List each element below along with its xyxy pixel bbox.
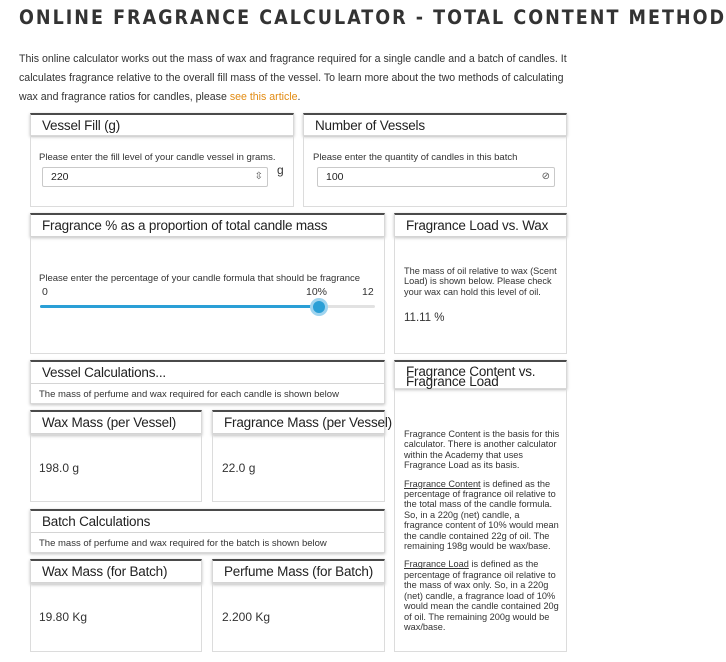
num-vessels-card (303, 113, 567, 136)
perfume-batch-title: Perfume Mass (for Batch) (213, 561, 384, 583)
fragrance-load-value: 11.11 % (404, 312, 445, 324)
fragrance-load-desc: The mass of oil relative to wax (Scent Load) is shown below. Please check your wax can hold this level of oil. (404, 266, 557, 297)
fragrance-content-def: is defined as the percentage of fragrance oil relative to the total mass of the candle formula. So, in a 220g (net) candle, a fragrance content of 10% would mean the candle contained 22g of oil. The remaining 198g would be wax/base. (404, 478, 559, 552)
slider-min: 0 (42, 286, 48, 298)
vessel-calc-title: Vessel Calculations... (31, 362, 384, 384)
vessel-fill-card (30, 113, 294, 136)
content-vs-load-card (394, 360, 567, 389)
vessel-calc-card (30, 360, 385, 404)
perfume-batch-value: 2.200 Kg (222, 610, 271, 624)
page-title: ONLINE FRAGRANCE CALCULATOR - TOTAL CONTENT METHOD (19, 6, 726, 29)
content-vs-load-p2 (404, 479, 560, 552)
num-vessels-title: Number of Vessels (304, 115, 566, 137)
fragrance-content-term: Fragrance Content (404, 478, 481, 489)
spinner-icon[interactable]: ⇳ (254, 171, 263, 182)
fragrance-pct-title: Fragrance % as a proportion of total candle mass (31, 215, 384, 237)
content-vs-load-p1: Fragrance Content is the basis for this calculator. There is another calculator within the Academy that uses Fragrance Load as its basis. (404, 429, 560, 471)
wax-vessel-title: Wax Mass (per Vessel) (31, 412, 201, 434)
num-vessels-label: Please enter the quantity of candles in this batch (313, 152, 518, 163)
fragrance-load-title: Fragrance Load vs. Wax (395, 215, 566, 237)
vessel-fill-label: Please enter the fill level of your candle vessel in grams. (39, 152, 276, 163)
num-vessels-value: 100 (326, 171, 344, 183)
fragrance-slider-thumb[interactable] (310, 298, 328, 316)
fragrance-pct-body (30, 237, 385, 354)
frag-vessel-value: 22.0 g (222, 461, 256, 475)
wax-batch-card (30, 559, 202, 584)
num-vessels-input[interactable] (317, 167, 555, 187)
fragrance-load-term: Fragrance Load (404, 559, 469, 570)
frag-vessel-title: Fragrance Mass (per Vessel) (213, 412, 384, 434)
perfume-batch-card (212, 559, 385, 584)
content-vs-load-text (404, 429, 560, 640)
batch-calc-desc: The mass of perfume and wax required for the batch is shown below (39, 538, 327, 549)
content-vs-load-body (394, 389, 567, 652)
vessel-calc-desc: The mass of perfume and wax required for each candle is shown below (39, 389, 339, 400)
vessel-fill-title: Vessel Fill (g) (31, 115, 293, 137)
vessel-fill-unit: g (277, 163, 284, 177)
wax-vessel-card (30, 410, 202, 435)
wax-vessel-body (30, 435, 202, 502)
chevron-circle-icon[interactable]: ⊘ (541, 171, 550, 182)
intro-end: . (297, 91, 301, 103)
vessel-fill-body (30, 136, 294, 207)
see-article-link[interactable]: see this article (229, 91, 298, 103)
fragrance-pct-card (30, 213, 385, 237)
wax-vessel-value: 198.0 g (39, 461, 80, 475)
batch-calc-title: Batch Calculations (31, 511, 384, 533)
content-vs-load-p3 (404, 559, 560, 632)
fragrance-load-card (394, 213, 567, 237)
fragrance-load-body (394, 237, 567, 354)
fragrance-load-def: is defined as the percentage of fragrance oil relative to the mass of wax only. So, in a 220g (net) candle, a fragrance load of 10% would mean the candle contained 20g of oil. The remaining 200g would be wax/base. (404, 559, 559, 632)
content-vs-load-title: Fragrance Content vs. Fragrance Load (395, 362, 566, 390)
intro-text (19, 50, 575, 107)
perfume-batch-body (212, 584, 385, 652)
frag-vessel-body (212, 435, 385, 502)
batch-calc-card (30, 509, 385, 553)
slider-value-label: 10% (306, 286, 328, 298)
fragrance-slider-fill (40, 305, 319, 308)
vessel-fill-input[interactable] (42, 167, 268, 187)
intro-body: This online calculator works out the mass of wax and fragrance required for a single candle and a batch of candles. It calculates fragrance relative to the overall fill mass of the vessel. To learn more about the two methods of calculating wax and fragrance ratios for candles, please (19, 53, 567, 103)
fragrance-pct-label: Please enter the percentage of your candle formula that should be fragrance (39, 273, 361, 284)
wax-batch-body (30, 584, 202, 652)
wax-batch-title: Wax Mass (for Batch) (31, 561, 201, 583)
wax-batch-value: 19.80 Kg (39, 610, 88, 624)
slider-max: 12 (362, 286, 374, 298)
vessel-fill-value: 220 (51, 171, 69, 183)
num-vessels-body (303, 136, 567, 207)
frag-vessel-card (212, 410, 392, 435)
